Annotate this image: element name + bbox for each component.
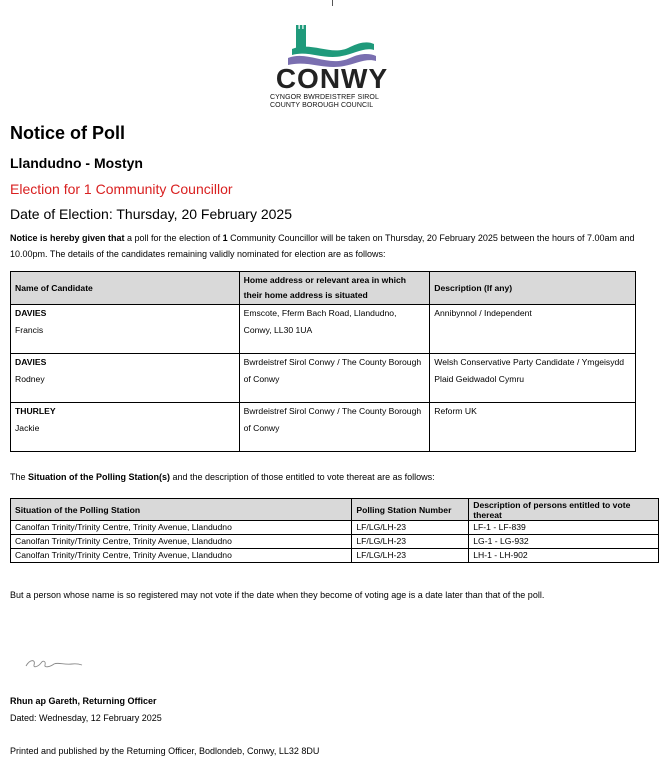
candidate-description: Reform UK [430,403,636,452]
table-row [11,354,636,403]
candidate-description: Annibynnol / Independent [430,305,636,354]
intro-count: 1 [222,233,228,243]
table-row [11,521,659,535]
candidate-surname: THURLEY [15,406,56,416]
candidate-name-cell [11,305,240,354]
imprint-line: Printed and published by the Returning Officer, Bodlondeb, Conwy, LL32 8DU [10,746,320,756]
station-electors: LG-1 - LG-932 [469,535,659,549]
polling-stations-table [10,498,659,563]
table-header-row [11,272,636,305]
station-situation: Canolfan Trinity/Trinity Centre, Trinity Avenue, Llandudno [11,521,352,535]
table-row [11,305,636,354]
column-header: Description of persons entitled to vote thereat [469,499,659,521]
candidate-forename: Rodney [15,374,45,384]
situation-after: and the description of those entitled to vote thereat are as follows: [170,472,435,482]
logo-subtitle-english: COUNTY BOROUGH COUNCIL [270,102,374,109]
candidates-table [10,271,636,452]
ward-name: Llandudno - Mostyn [10,155,143,171]
logo-wordmark: CONWY [275,63,389,94]
candidate-name-cell [11,354,240,403]
intro-lead: Notice is hereby given that [10,233,125,243]
column-header: Polling Station Number [352,499,469,521]
signature-image [24,655,84,671]
returning-officer: Rhun ap Gareth, Returning Officer [10,696,157,706]
station-situation: Canolfan Trinity/Trinity Centre, Trinity Avenue, Llandudno [11,535,352,549]
station-number: LF/LG/LH-23 [352,535,469,549]
candidate-name-cell [11,403,240,452]
intro-part1: a poll for the election of [124,233,223,243]
candidate-forename: Francis [15,325,44,335]
castle-tower-icon [296,25,306,49]
intro-part2: Community Councillor will be taken on Thursday, 20 February 2025 between the hours of 7.00am and 10.00pm. The details of the candidates remaining validly nominated for election are as follows: [10,233,635,259]
table-row [11,535,659,549]
dated-line: Dated: Wednesday, 12 February 2025 [10,713,162,723]
election-date: Date of Election: Thursday, 20 February 2025 [10,206,292,222]
candidate-surname: DAVIES [15,357,47,367]
table-header-row [11,499,659,521]
page-title: Notice of Poll [10,123,126,143]
candidate-address: Emscote, Fferm Bach Road, Llandudno, Conwy, LL30 1UA [239,305,430,354]
candidate-description: Welsh Conservative Party Candidate / Ymgeisydd Plaid Geidwadol Cymru [430,354,636,403]
situation-before: The [10,472,29,482]
column-header: Name of Candidate [11,272,240,305]
election-heading: Election for 1 Community Councillor [10,181,233,197]
station-number: LF/LG/LH-23 [352,549,469,563]
situation-paragraph [10,472,435,482]
table-row [11,549,659,563]
station-electors: LF-1 - LF-839 [469,521,659,535]
candidate-forename: Jackie [15,423,40,433]
column-header: Description (If any) [430,272,636,305]
station-electors: LH-1 - LH-902 [469,549,659,563]
intro-paragraph [10,230,635,262]
page-edge-mark [332,0,333,6]
candidate-address: Bwrdeistref Sirol Conwy / The County Borough of Conwy [239,403,430,452]
voting-age-note: But a person whose name is so registered may not vote if the date when they become of voting age is a date later than that of the poll. [10,590,545,600]
station-situation: Canolfan Trinity/Trinity Centre, Trinity Avenue, Llandudno [11,549,352,563]
station-number: LF/LG/LH-23 [352,521,469,535]
table-row [11,403,636,452]
candidate-surname: DAVIES [15,308,47,318]
logo-subtitle-welsh: CYNGOR BWRDEISTREF SIROL [270,94,379,101]
column-header: Home address or relevant area in which their home address is situated [239,272,430,305]
situation-bold: Situation of the Polling Station(s) [28,472,171,482]
column-header: Situation of the Polling Station [11,499,352,521]
candidate-address: Bwrdeistref Sirol Conwy / The County Borough of Conwy [239,354,430,403]
